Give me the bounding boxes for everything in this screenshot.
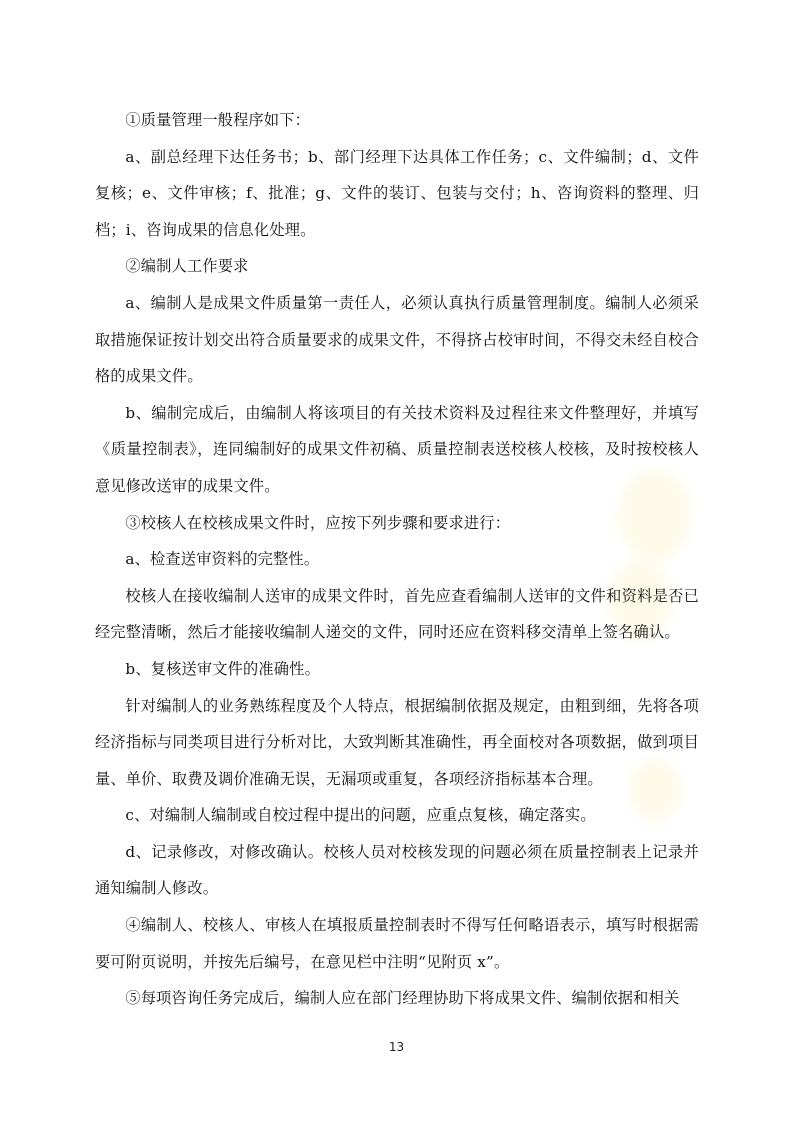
paragraph-checker-steps-heading: ③校核人在校核成果文件时，应按下列步骤和要求进行： <box>125 513 511 532</box>
paragraph-key-review: c、对编制人编制或自校过程中提出的问题，应重点复核，确定落实。 <box>125 806 596 825</box>
paragraph-check-accuracy: b、复核送审文件的准确性。 <box>125 659 320 678</box>
paragraph-accuracy-method: 针对编制人的业务熟练程度及个人特点，根据编制依据及规定，由粗到细，先将各项经济指标与同类项目进行分析对比，大致判断其准确性，再全面校对各项数据，做到项目量、单价、取费及调价准确无误，无漏项或重复，各项经济指标基本合理。 <box>95 696 699 788</box>
paragraph-check-completeness: a、检查送审资料的完整性。 <box>125 550 320 569</box>
document-body <box>95 102 699 1017</box>
paragraph-record-revisions: d、记录修改，对修改确认。校核人员对校核发现的问题必须在质量控制表上记录并通知编制人修改。 <box>95 842 699 898</box>
paragraph-quality-procedure-steps: a、副总经理下达任务书；b、部门经理下达具体工作任务；c、文件编制；d、文件复核；e、文件审核；f、批准；g、文件的装订、包装与交付；h、咨询资料的整理、归档；i、咨询成果的信息化处理。 <box>95 147 699 239</box>
page-number: 13 <box>388 1040 405 1054</box>
paragraph-compiler-requirements-heading: ②编制人工作要求 <box>125 257 249 276</box>
paragraph-compiler-responsibility: a、编制人是成果文件质量第一责任人，必须认真执行质量管理制度。编制人必须采取措施保证按计划交出符合质量要求的成果文件，不得挤占校审时间，不得交未经自校合格的成果文件。 <box>95 293 699 386</box>
paragraph-quality-procedure-heading: ①质量管理一般程序如下： <box>125 111 311 129</box>
paragraph-checker-receiving: 校核人在接收编制人送审的成果文件时，首先应查看编制人送审的文件和资料是否已经完整清晰，然后才能接收编制人递交的文件，同时还应在资料移交清单上签名确认。 <box>95 586 699 642</box>
paragraph-form-filling: ④编制人、校核人、审核人在填报质量控制表时不得写任何略语表示，填写时根据需要可附页说明，并按先后编号，在意见栏中注明“见附页 x”。 <box>95 916 699 971</box>
paragraph-task-completion: ⑤每项咨询任务完成后，编制人应在部门经理协助下将成果文件、编制依据和相关 <box>125 989 680 1008</box>
paragraph-compiler-submission: b、编制完成后，由编制人将该项目的有关技术资料及过程往来文件整理好，并填写《质量控制表》，连同编制好的成果文件初稿、质量控制表送校核人校核，及时按校核人意见修改送审的成果文件。 <box>95 403 699 495</box>
